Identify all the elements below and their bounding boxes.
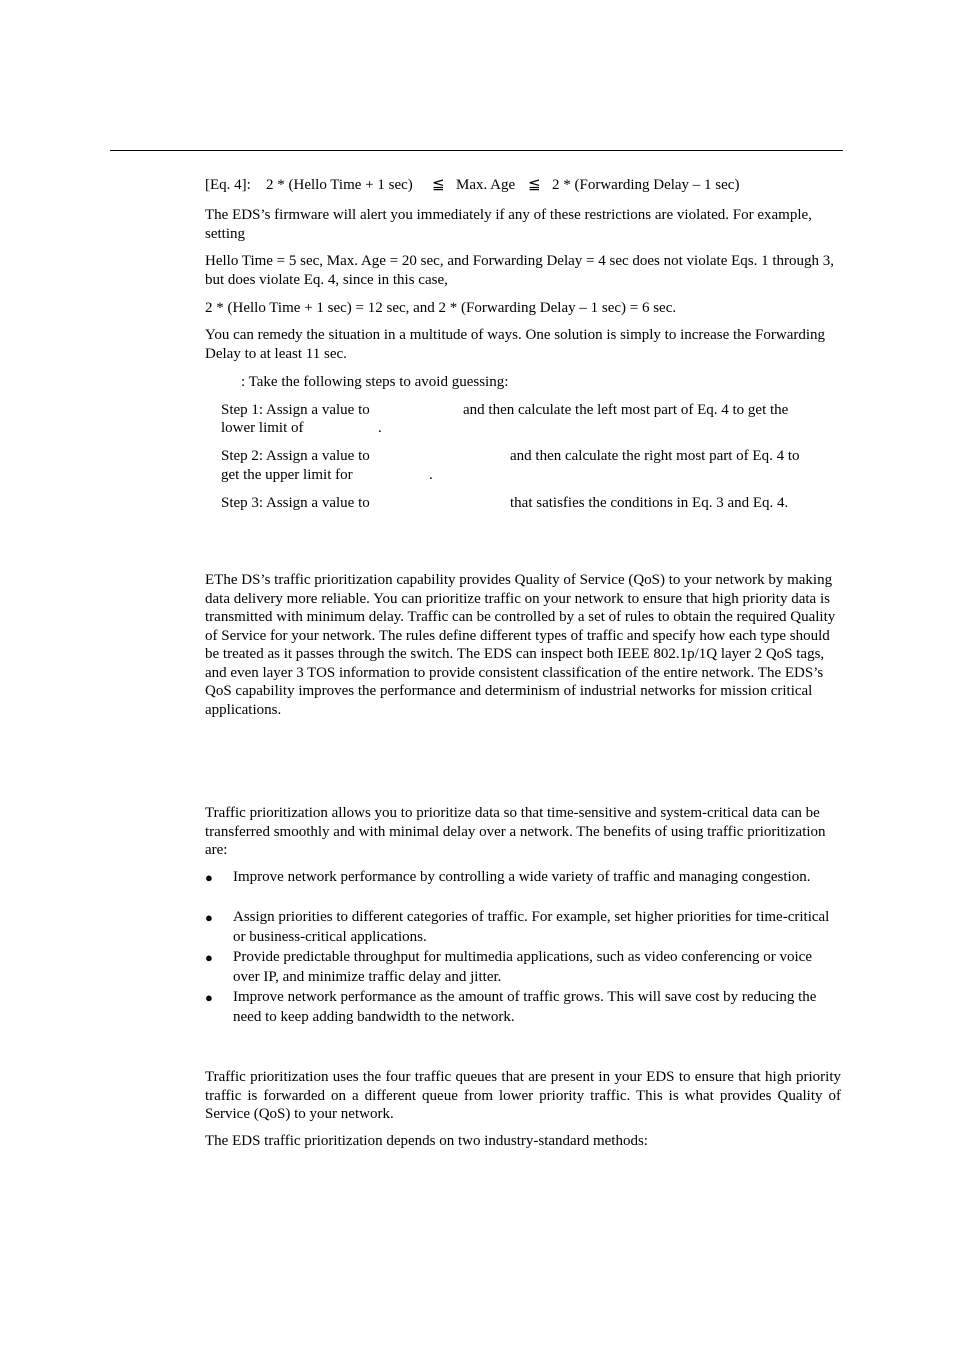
eq4-label: [Eq. 4]: bbox=[205, 177, 251, 193]
paragraph-benefits: Traffic prioritization allows you to prioritize data so that time-sensitive and system-critical data can be transferred smoothly and with minimal delay over a network. The benefits of using traffic prioritization are: bbox=[205, 805, 826, 858]
bullet-item: Improve network performance as the amount of traffic grows. This will save cost by reducing the need to keep adding bandwidth to the network. bbox=[233, 989, 817, 1025]
step-2-start: Step 2: Assign a value to bbox=[221, 448, 370, 464]
step-3-start: Step 3: Assign a value to bbox=[221, 495, 370, 511]
step-2-second-line: get the upper limit for bbox=[221, 467, 353, 483]
eq4-middle: Max. Age bbox=[456, 177, 516, 193]
step-2-continue: and then calculate the right most part of Eq. 4 to bbox=[510, 448, 800, 464]
bullet-icon: ● bbox=[205, 990, 213, 1005]
step-1-second-line: lower limit of bbox=[221, 420, 304, 436]
eq4-right: 2 * (Forwarding Delay – 1 sec) bbox=[552, 177, 740, 193]
eq4-symbol-2: ≦ bbox=[528, 177, 541, 193]
bullet-icon: ● bbox=[205, 950, 213, 965]
paragraph-example: Hello Time = 5 sec, Max. Age = 20 sec, and Forwarding Delay = 4 sec does not violate Eqs. 1 through 3, but does violate Eq. 4, since in this case, bbox=[205, 253, 835, 288]
bullet-item: Assign priorities to different categories of traffic. For example, set higher priorities for time-critical or business-critical applications. bbox=[233, 909, 830, 945]
bullet-icon: ● bbox=[205, 910, 213, 925]
paragraph-remedy: You can remedy the situation in a multitude of ways. One solution is simply to increase the Forwarding Delay to at least 11 sec. bbox=[205, 327, 826, 362]
step-2-period: . bbox=[429, 467, 433, 483]
eq4-symbol-1: ≦ bbox=[432, 177, 445, 193]
hint-text: : Take the following steps to avoid guessing: bbox=[241, 374, 509, 390]
step-1-start: Step 1: Assign a value to bbox=[221, 402, 370, 418]
eq4-left: 2 * (Hello Time + 1 sec) bbox=[266, 177, 413, 193]
paragraph-alert: The EDS’s firmware will alert you immediately if any of these restrictions are violated. For example, setting bbox=[205, 207, 812, 242]
step-3-continue: that satisfies the conditions in Eq. 3 and Eq. 4. bbox=[510, 495, 789, 511]
paragraph-calculation: 2 * (Hello Time + 1 sec) = 12 sec, and 2 * (Forwarding Delay – 1 sec) = 6 sec. bbox=[205, 300, 677, 316]
step-1-period: . bbox=[378, 420, 382, 436]
paragraph-methods: The EDS traffic prioritization depends on two industry-standard methods: bbox=[205, 1133, 648, 1149]
bullet-item: Provide predictable throughput for multimedia applications, such as video conferencing or voice over IP, and minimize traffic delay and jitter. bbox=[233, 949, 812, 985]
paragraph-qos: EThe DS’s traffic prioritization capability provides Quality of Service (QoS) to your network by making data delivery more reliable. You can prioritize traffic on your network to ensure that high priority data is transmitted with minimum delay. Traffic can be controlled by a set of rules to obtain the required Quality of Service for your network. The rules define different types of traffic and specify how each type should be treated as it passes through the switch. The EDS can inspect both IEEE 802.1p/1Q layer 2 QoS tags, and even layer 3 TOS information to provide consistent classification of the entire network. The EDS’s QoS capability improves the performance and determinism of industrial networks for mission critical applications. bbox=[205, 572, 836, 718]
header-rule bbox=[110, 150, 843, 151]
bullet-item: Improve network performance by controlling a wide variety of traffic and managing congestion. bbox=[233, 869, 811, 885]
paragraph-queues: Traffic prioritization uses the four traffic queues that are present in your EDS to ensure that high priority traffic is forwarded on a different queue from lower priority traffic. This is what provides Quality of Service (QoS) to your network. bbox=[205, 1069, 841, 1122]
step-1-continue: and then calculate the left most part of Eq. 4 to get the bbox=[463, 402, 789, 418]
bullet-icon: ● bbox=[205, 870, 213, 885]
